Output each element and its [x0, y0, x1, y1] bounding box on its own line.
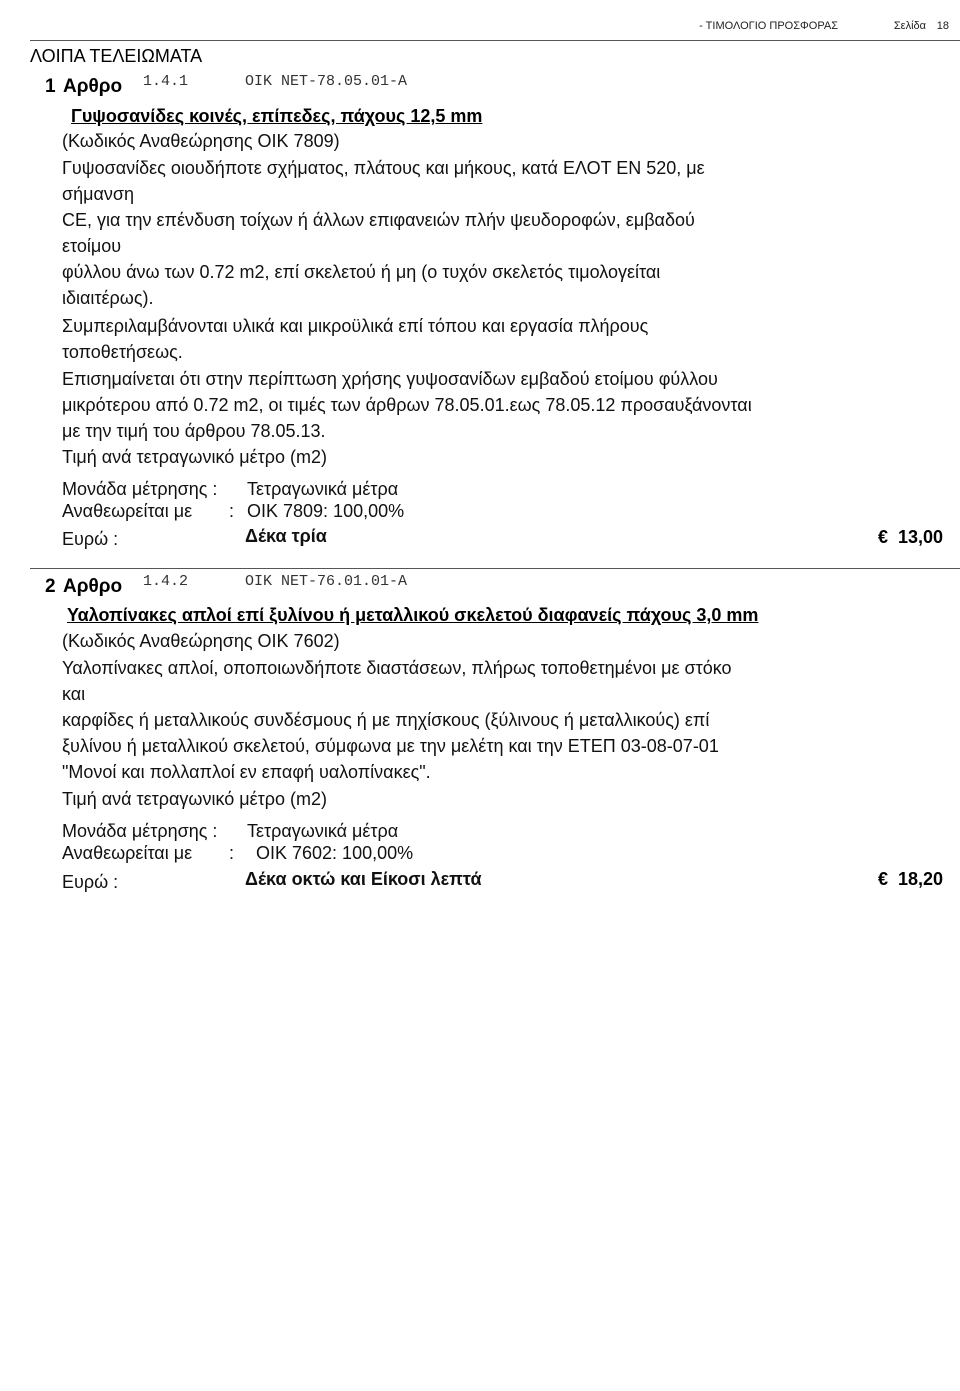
description-line: σήμανση: [62, 184, 135, 204]
description-line: Υαλοπίνακες απλοί, οποποιωνδήποτε διαστάσεων, πλήρως τοποθετημένοι με στόκο: [62, 658, 732, 678]
review-separator: :: [229, 843, 235, 863]
article-title: Υαλοπίνακες απλοί επί ξυλίνου ή μεταλλικού σκελετού διαφανείς πάχους 3,0 mm: [67, 605, 759, 625]
description-line: Γυψοσανίδες οιουδήποτε σχήματος, πλάτους και μήκους, κατά ΕΛΟΤ ΕΝ 520, με: [62, 158, 705, 178]
article-review-code: (Κωδικός Αναθεώρησης ΟΙΚ 7809): [62, 131, 340, 151]
description-line: Επισημαίνεται ότι στην περίπτωση χρήσης γυψοσανίδων εμβαδού ετοίμου φύλλου: [62, 369, 718, 389]
price-in-words: Δέκα τρία: [245, 526, 327, 546]
article-code-number: 1.4.2: [143, 573, 189, 590]
unit-value: Τετραγωνικά μέτρα: [247, 821, 399, 841]
description-line: "Μονοί και πολλαπλοί εν επαφή υαλοπίνακες".: [62, 762, 431, 782]
review-label: Αναθεωρείται με: [62, 501, 193, 521]
article-code-ref: ΟΙΚ ΝΕΤ-78.05.01-Α: [245, 73, 408, 90]
review-label: Αναθεωρείται με: [62, 843, 193, 863]
article-number: 1: [45, 76, 56, 97]
article-code-number: 1.4.1: [143, 73, 189, 90]
review-separator: :: [229, 501, 235, 521]
article-number: 2: [45, 576, 56, 597]
description-line: με την τιμή του άρθρου 78.05.13.: [62, 421, 326, 441]
unit-label: Μονάδα μέτρησης :: [62, 821, 218, 841]
description-line: Συμπεριλαμβάνονται υλικά και μικροϋλικά επί τόπου και εργασία πλήρους: [62, 316, 649, 336]
review-value: ΟΙΚ 7809: 100,00%: [247, 501, 405, 521]
page-label: Σελίδα: [893, 20, 926, 32]
description-line: μικρότερου από 0.72 m2, οι τιμές των άρθρων 78.05.01.εως 78.05.12 προσαυξάνονται: [62, 395, 752, 415]
header-rule: [30, 40, 960, 41]
section-title: ΛΟΙΠΑ ΤΕΛΕΙΩΜΑΤΑ: [30, 46, 203, 66]
price-amount: 18,20: [898, 869, 944, 889]
page-number: 18: [936, 20, 949, 32]
euro-sign: €: [878, 869, 889, 889]
article-separator: [30, 568, 960, 569]
article-code-ref: ΟΙΚ ΝΕΤ-76.01.01-Α: [245, 573, 408, 590]
euro-label: Ευρώ :: [62, 529, 119, 549]
description-line: ιδιαιτέρως).: [62, 288, 154, 308]
article-title: Γυψοσανίδες κοινές, επίπεδες, πάχους 12,5 mm: [71, 106, 483, 126]
price-amount: 13,00: [898, 527, 944, 547]
article-word: Αρθρο: [63, 576, 123, 597]
review-value: ΟΙΚ 7602: 100,00%: [256, 843, 414, 863]
description-line: και: [62, 684, 86, 704]
description-line: Τιμή ανά τετραγωνικό μέτρο (m2): [62, 447, 328, 467]
description-line: Τιμή ανά τετραγωνικό μέτρο (m2): [62, 789, 328, 809]
article-word: Αρθρο: [63, 76, 123, 97]
article-review-code: (Κωδικός Αναθεώρησης ΟΙΚ 7602): [62, 631, 340, 651]
document-title: - ΤΙΜΟΛΟΓΙΟ ΠΡΟΣΦΟΡΑΣ: [699, 20, 838, 32]
description-line: φύλλου άνω των 0.72 m2, επί σκελετού ή μη (ο τυχόν σκελετός τιμολογείται: [62, 262, 661, 282]
description-line: ξυλίνου ή μεταλλικού σκελετού, σύμφωνα με την μελέτη και την ΕΤΕΠ 03-08-07-01: [62, 736, 719, 756]
description-line: ετοίμου: [62, 236, 122, 256]
euro-label: Ευρώ :: [62, 872, 119, 892]
euro-sign: €: [878, 527, 889, 547]
unit-label: Μονάδα μέτρησης :: [62, 479, 218, 499]
unit-value: Τετραγωνικά μέτρα: [247, 479, 399, 499]
price-in-words: Δέκα οκτώ και Είκοσι λεπτά: [245, 869, 482, 889]
description-line: CE, για την επένδυση τοίχων ή άλλων επιφανειών πλήν ψευδοροφών, εμβαδού: [62, 210, 695, 230]
description-line: καρφίδες ή μεταλλικούς συνδέσμους ή με πηχίσκους (ξύλινους ή μεταλλικούς) επί: [62, 710, 710, 730]
description-line: τοποθετήσεως.: [62, 342, 183, 362]
